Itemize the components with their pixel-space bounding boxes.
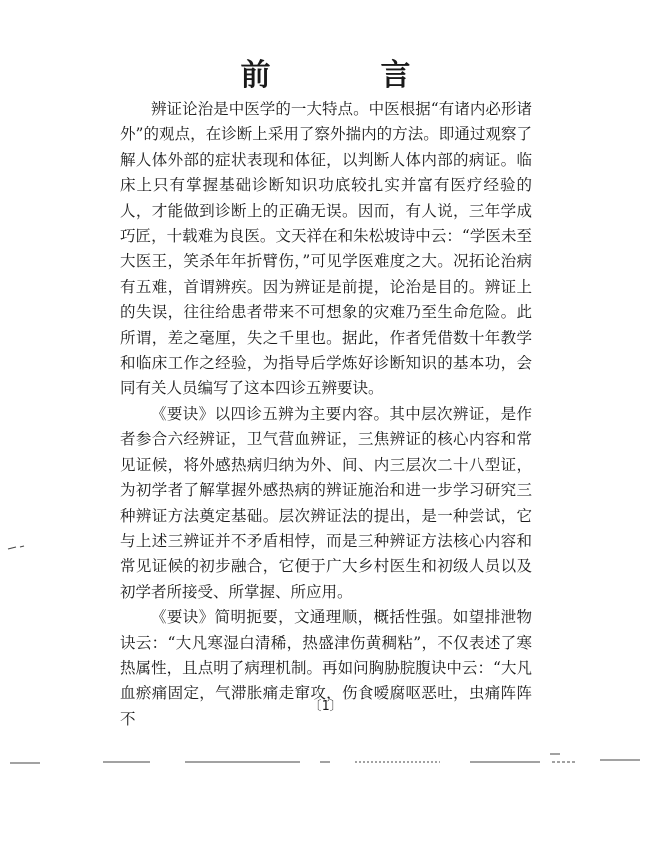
paragraph-1: 辨证论治是中医学的一大特点。中医根据“有诸内必形诸外”的观点，在诊断上采用了察外揣内的方法。即通过观察了解人体外部的症状表现和体征，以判断人体内部的病证。临床上只有掌握基础诊断知识功底较扎实并富有医疗经验的人，才能做到诊断上的正确无误。因而，有人说，三年学成巧匠，十载难为良医。文天祥在和朱松坡诗中云：“学医未至大医王，笑杀年年折臂伤，”可见学医难度之大。况拓论治病有五难，首谓辨疾。因为辨证是前提，论治是目的。辨证上的失误，往往给患者带来不可想象的灾难乃至生命危险。此所谓，差之毫厘，失之千里也。据此，作者凭借数十年教学和临床工作之经验，为指导后学炼好诊断知识的基本功，会同有关人员编写了这本四诊五辨要诀。: [120, 100, 532, 398]
page-number: 〔1〕: [308, 699, 343, 714]
paragraph-2: 《要诀》以四诊五辨为主要内容。其中层次辨证，是作者参合六经辨证，卫气营血辨证，三焦辨证的核心内容和常见证候，将外感热病归纳为外、间、内三层次二十八型证，为初学者了解掌握外感热病的辨证施治和进一步学习研究三种辨证方法奠定基础。层次辨证法的提出，是一种尝试，它与上述三辨证并不矛盾相悖，而是三种辨证方法核心内容和常见证候的初步融合，它便于广大乡村医生和初级人员以及初学者所接受、所掌握、所应用。: [120, 404, 532, 601]
body-text: [120, 97, 532, 732]
paragraph-3: 《要诀》简明扼要，文通理顺，概括性强。如望排泄物诀云：“大凡寒湿白清稀，热盛津伤黄稠粘”，不仅表述了寒热属性，且点明了病理机制。再如问胸胁脘腹诀中云：“大凡血瘀痛固定，气滞胀痛走窜攻，伤食嗳腐呕恶吐，虫痛阵阵不: [120, 608, 532, 728]
page-title: 前 言: [240, 58, 451, 93]
